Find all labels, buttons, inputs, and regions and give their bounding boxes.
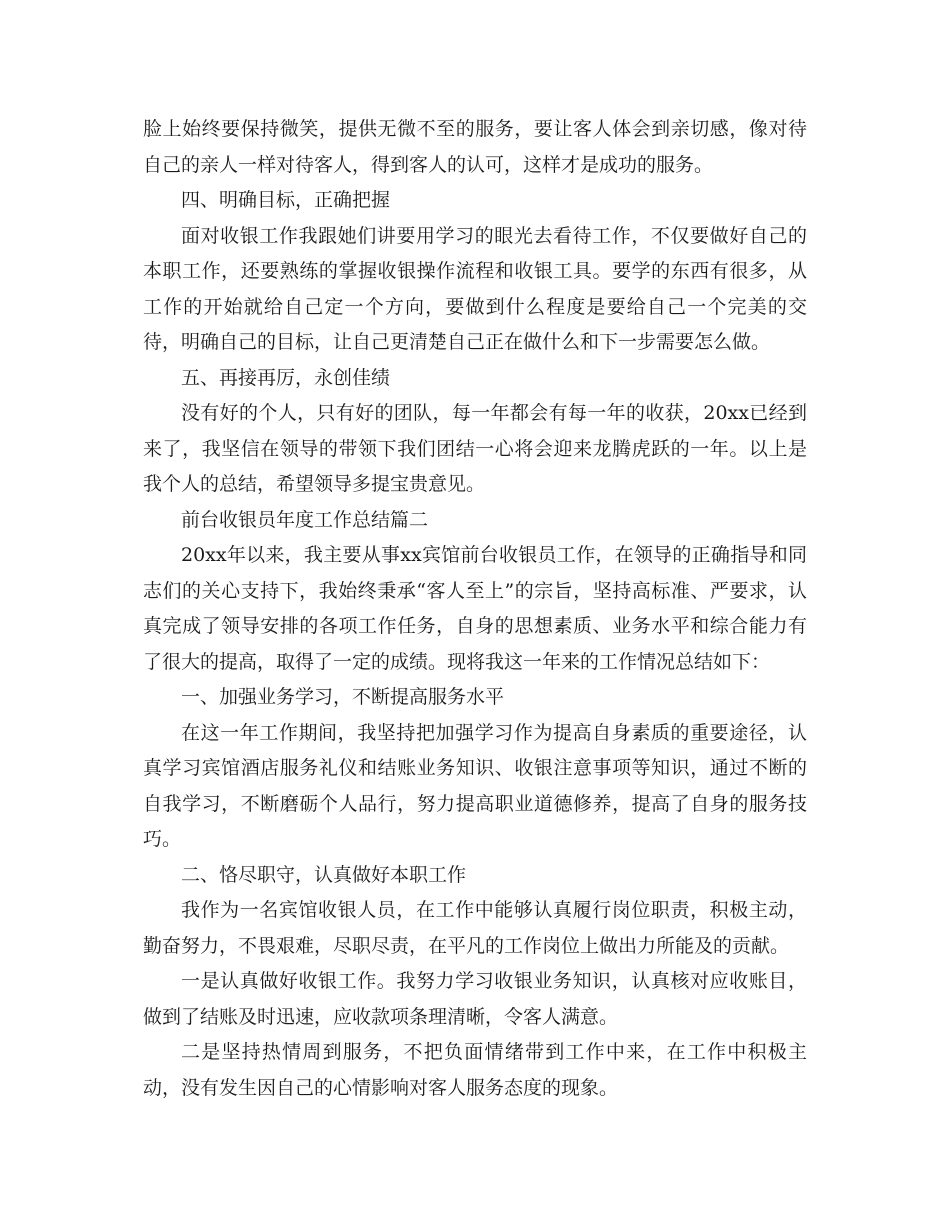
body-paragraph: 没有好的个人，只有好的团队，每一年都会有每一年的收获，20xx已经到来了，我坚信在领导的带领下我们团结一心将会迎来龙腾虎跃的一年。以上是我个人的总结，希望领导多提宝贵意见。 [143,402,807,495]
body-paragraph: 在这一年工作期间，我坚持把加强学习作为提高自身素质的重要途径，认真学习宾馆酒店服务礼仪和结账业务知识、收银注意事项等知识，通过不断的自我学习，不断磨砺个人品行，努力提高职业道德修养，提高了自身的服务技巧。 [143,721,807,850]
article-title-part-two: 前台收银员年度工作总结篇二 [181,508,429,531]
body-paragraph: 我作为一名宾馆收银人员，在工作中能够认真履行岗位职责，积极主动，勤奋努力，不畏艰难，尽职尽责，在平凡的工作岗位上做出力所能及的贡献。 [143,899,807,957]
continuation-paragraph: 脸上始终要保持微笑，提供无微不至的服务，要让客人体会到亲切感，像对待自己的亲人一样对待客人，得到客人的认可，这样才是成功的服务。 [143,118,807,176]
body-paragraph: 一是认真做好收银工作。我努力学习收银业务知识，认真核对应收账目，做到了结账及时迅速，应收款项条理清晰，令客人满意。 [143,970,807,1028]
body-paragraph: 20xx年以来，我主要从事xx宾馆前台收银员工作，在领导的正确指导和同志们的关心支持下，我始终秉承“客人至上”的宗旨，坚持高标准、严要求，认真完成了领导安排的各项工作任务，自身的思想素质、业务水平和综合能力有了很大的提高，取得了一定的成绩。现将我这一年来的工作情况总结如下： [143,544,807,673]
section-heading-goals: 四、明确目标，正确把握 [181,189,391,211]
section-heading-learning: 一、加强业务学习，不断提高服务水平 [181,686,505,708]
document-body [143,112,807,1106]
section-heading-duties: 二、恪尽职守，认真做好本职工作 [181,863,467,886]
body-paragraph: 二是坚持热情周到服务，不把负面情绪带到工作中来，在工作中积极主动，没有发生因自己的心情影响对客人服务态度的现象。 [143,1041,807,1099]
body-paragraph: 面对收银工作我跟她们讲要用学习的眼光去看待工作，不仅要做好自己的本职工作，还要熟练的掌握收银操作流程和收银工具。要学的东西有很多，从工作的开始就给自己定一个方向，要做到什么程度是要给自己一个完美的交待，明确自己的目标，让自己更清楚自己正在做什么和下一步需要怎么做。 [143,224,807,353]
section-heading-achievements: 五、再接再厉，永创佳绩 [181,366,391,389]
